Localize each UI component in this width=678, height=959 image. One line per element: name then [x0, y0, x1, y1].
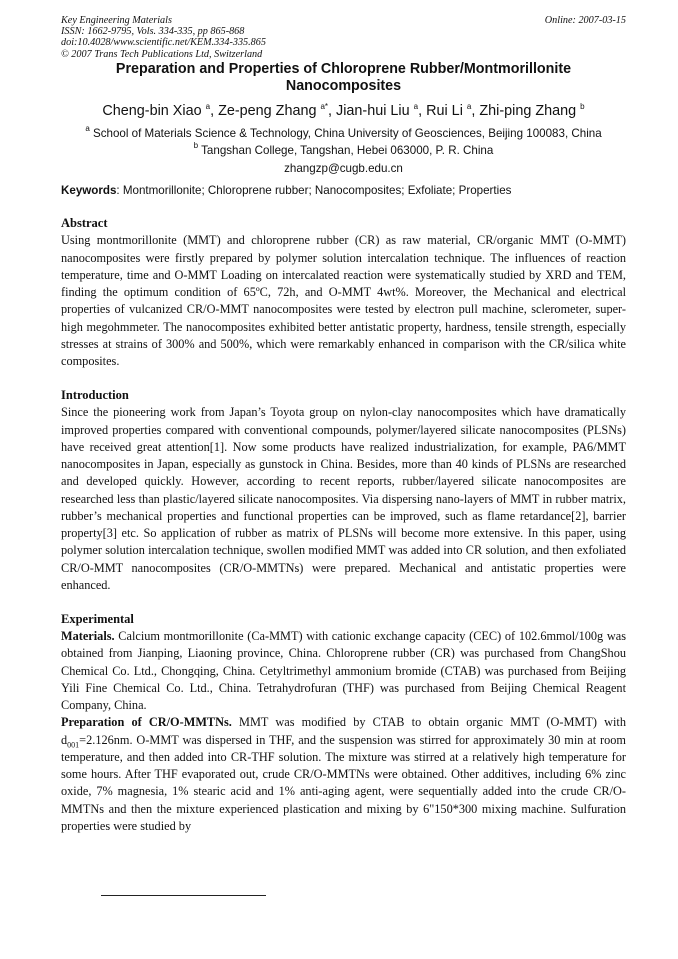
author-5: Zhi-ping Zhang $^b$ [479, 101, 585, 119]
header-row [61, 15, 626, 26]
paper-page [61, 15, 626, 835]
footnote-rule [101, 895, 266, 896]
abstract-heading: Abstract [61, 216, 108, 231]
author-1: Cheng-bin Xiao $^a$, [102, 101, 219, 119]
copyright-line: © 2007 Trans Tech Publications Ltd, Switzerland [61, 48, 263, 60]
title-line-1: Preparation and Properties of Chloroprene Rubber/Montmorillonite [115, 60, 572, 77]
materials-label: Materials. [61, 629, 115, 644]
keywords-list: : Montmorillonite; Chloroprene rubber; Nanocomposites; Exfoliate; Properties [116, 184, 512, 198]
issn-line: ISSN: 1662-9795, Vols. 334-335, pp 865-868 [61, 26, 245, 38]
keywords-label: Keywords [61, 184, 117, 198]
author-list [61, 102, 626, 120]
affiliation-a: $^a$ School of Materials Science & Technology, China University of Geosciences, Beijing 100083, China [85, 123, 602, 140]
preparation-label: Preparation of CR/O-MMTNs. [61, 715, 232, 730]
online-date: Online: 2007-03-15 [544, 15, 626, 26]
doi-line: doi:10.4028/www.scientific.net/KEM.334-335.865 [61, 37, 266, 49]
affiliation-b: $^b$ Tangshan College, Tangshan, Hebei 063000, P. R. China [193, 141, 494, 158]
paper-title [61, 61, 626, 95]
keywords-line [61, 182, 626, 199]
introduction-text: Since the pioneering work from Japan’s Toyota group on nylon-clay nanocomposites which have dramatically improved properties compared with conventional compounds, polymer/layered silicate nanocomposites (PLSNs) have received great attention[1]. Now some products have realized industrialization, for example, PA6/MMT nanocomposites in Japan, especially as gunstock in China. Besides, more than 40 kinds of PLSNs are researched and developed quickly. However, according to recent reports, rubber/layered silicate nanocomposites are researched less than plastic/layered silicate nanocomposites. Via dispersing nano-layers of MMT in rubber matrix, rubber’s mechanical properties and functional properties can be improved, such as flame retardance[2], barrier property[3] etc. So application of rubber as matrix of PLSNs will become more extensive. In this paper, using polymer solution intercalation technique, swollen modified MMT was added into CR solution, and then exfoliated CR/O-MMT nanocomposites (CR/O-MMTNs) were prepared. Mechanical and antistatic properties were enhanced. [61, 405, 626, 592]
materials-paragraph [61, 628, 626, 714]
journal-name: Key Engineering Materials [61, 15, 172, 26]
author-4: Rui Li $^a$, [426, 101, 480, 119]
author-3: Jian-hui Liu $^a$, [336, 101, 427, 119]
experimental-heading: Experimental [61, 612, 134, 627]
materials-text: Calcium montmorillonite (Ca-MMT) with cationic exchange capacity (CEC) of 102.6mmol/100g was obtained from Jianping, Liaoning province, China. Chloroprene rubber (CR) was purchased from ChangShou Chemical Co. Ltd., Chongqing, China. Cetyltrimethyl ammonium bromide (CTAB) was purchased from Beijing Yili Fine Chemical Co. Ltd., China. Tetrahydrofuran (THF) was purchased from Beijing Chemical Reagent Company, China. [61, 629, 626, 713]
author-2: Ze-peng Zhang $^{a*}$, [218, 101, 337, 119]
abstract-text: Using montmorillonite (MMT) and chloroprene rubber (CR) as raw material, CR/organic MMT (O-MMT) nanocomposites were firstly prepared by polymer solution intercalation technique. The influences of reaction temperature, time and O-MMT Loading on intercalated reaction were systematically studied by XRD and TEM, finding the optimum condition of 65ºC, 72h, and O-MMT 4wt%. Moreover, the Mechanical and electrical properties of vulcanized CR/O-MMT nanocomposites were tested by electron pull machine, sclerometer, super-high megohmmeter. The nanocomposites exhibited better antistatic property, hardness, tensile strength, especially stresses at strains of 300% and 500%, which were remarkably enhanced in comparison with the CR/silica white composites. [61, 233, 626, 369]
introduction-section [61, 387, 626, 594]
experimental-section [61, 611, 626, 835]
preparation-paragraph: Preparation of CR/O-MMTNs. MMT was modified by CTAB to obtain organic MMT (O-MMT) with $d_{001}=2.126nm$. O-MMT was dispersed in THF, and the suspension was stirred for approximately 30 min at room temperature, and then added into CR-THF solution. The mixture was stirred at a relatively high temperature for some hours. After THF evaporated out, crude CR/O-MMTNs were obtained. Other additives, including 6% zinc oxide, 7% magnesia, 1% stearic acid and 1% anti-aging agent, were sequentially added into the crude CR/O-MMTNs and then the mixture experienced plastication and mixing by 6"150*300 mixing machine. Sulfuration properties were studied by [61, 715, 626, 833]
contact-email: zhangzp@cugb.edu.cn [284, 161, 403, 175]
introduction-heading: Introduction [61, 388, 129, 403]
abstract-section [61, 215, 626, 370]
title-line-2: Nanocomposites [285, 77, 402, 94]
